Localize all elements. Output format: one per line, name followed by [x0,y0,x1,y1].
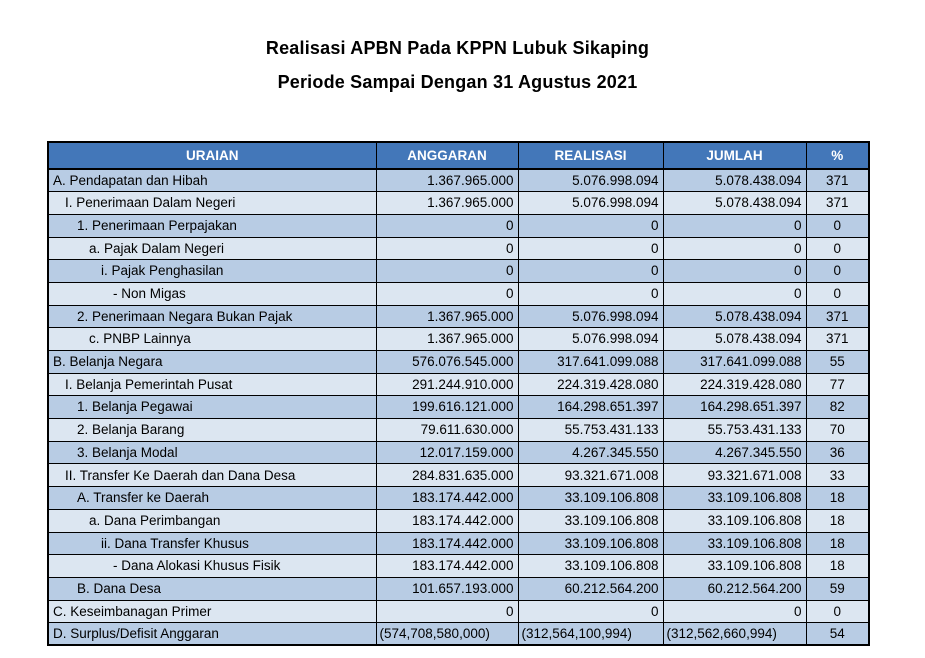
cell-anggaran: 0 [376,600,518,623]
cell-anggaran: 0 [376,237,518,260]
report-title-line1: Realisasi APBN Pada KPPN Lubuk Sikaping [265,38,650,58]
cell-percent: 33 [806,464,869,487]
table-row [48,623,869,646]
cell-anggaran: 0 [376,260,518,283]
cell-anggaran: 183.174.442.000 [376,509,518,532]
cell-uraian: C. Keseimbanagan Primer [48,600,376,623]
cell-uraian: D. Surplus/Defisit Anggaran [48,623,376,646]
cell-jumlah: 0 [663,260,806,283]
report-title-line2: Periode Sampai Dengan 31 Agustus 2021 [277,72,638,92]
table-row [48,487,869,510]
cell-realisasi: 4.267.345.550 [518,441,663,464]
cell-realisasi: 93.321.671.008 [518,464,663,487]
cell-uraian: I. Penerimaan Dalam Negeri [48,192,376,215]
cell-realisasi: 0 [518,282,663,305]
table-row [48,260,869,283]
cell-realisasi: 5.076.998.094 [518,328,663,351]
cell-percent: 0 [806,282,869,305]
table-row [48,328,869,351]
cell-jumlah: 33.109.106.808 [663,532,806,555]
cell-jumlah: 60.212.564.200 [663,577,806,600]
table-row [48,555,869,578]
cell-realisasi: 33.109.106.808 [518,532,663,555]
table-row [48,282,869,305]
cell-realisasi: (312,564,100,994) [518,623,663,646]
cell-jumlah: 5.078.438.094 [663,328,806,351]
cell-percent: 0 [806,237,869,260]
cell-anggaran: 183.174.442.000 [376,487,518,510]
cell-percent: 0 [806,600,869,623]
cell-percent: 82 [806,396,869,419]
table-row [48,373,869,396]
cell-realisasi: 55.753.431.133 [518,419,663,442]
cell-realisasi: 5.076.998.094 [518,169,663,192]
table-row [48,396,869,419]
column-header-realisasi: REALISASI [518,142,663,169]
cell-jumlah: 224.319.428.080 [663,373,806,396]
cell-realisasi: 164.298.651.397 [518,396,663,419]
cell-jumlah: 5.078.438.094 [663,169,806,192]
cell-jumlah: 33.109.106.808 [663,487,806,510]
cell-uraian: 2. Belanja Barang [48,419,376,442]
cell-percent: 18 [806,509,869,532]
report-table [47,141,870,646]
cell-anggaran: 101.657.193.000 [376,577,518,600]
cell-jumlah: 0 [663,237,806,260]
report-title [47,31,868,99]
cell-uraian: 1. Belanja Pegawai [48,396,376,419]
cell-percent: 371 [806,192,869,215]
cell-uraian: ii. Dana Transfer Khusus [48,532,376,555]
cell-realisasi: 0 [518,214,663,237]
cell-jumlah: 5.078.438.094 [663,192,806,215]
cell-anggaran: 0 [376,214,518,237]
cell-percent: 18 [806,555,869,578]
cell-percent: 59 [806,577,869,600]
cell-uraian: A. Transfer ke Daerah [48,487,376,510]
cell-jumlah: 4.267.345.550 [663,441,806,464]
cell-jumlah: 55.753.431.133 [663,419,806,442]
cell-uraian: i. Pajak Penghasilan [48,260,376,283]
table-header-row [48,142,869,169]
cell-uraian: a. Pajak Dalam Negeri [48,237,376,260]
cell-uraian: - Dana Alokasi Khusus Fisik [48,555,376,578]
table-row [48,532,869,555]
cell-anggaran: 0 [376,282,518,305]
cell-anggaran: 1.367.965.000 [376,305,518,328]
cell-uraian: c. PNBP Lainnya [48,328,376,351]
cell-anggaran: 291.244.910.000 [376,373,518,396]
cell-realisasi: 317.641.099.088 [518,351,663,374]
cell-realisasi: 0 [518,600,663,623]
cell-jumlah: 33.109.106.808 [663,555,806,578]
cell-anggaran: 183.174.442.000 [376,555,518,578]
cell-percent: 371 [806,305,869,328]
table-row [48,169,869,192]
cell-percent: 36 [806,441,869,464]
cell-percent: 55 [806,351,869,374]
cell-anggaran: 183.174.442.000 [376,532,518,555]
cell-jumlah: 33.109.106.808 [663,509,806,532]
cell-uraian: a. Dana Perimbangan [48,509,376,532]
cell-anggaran: 576.076.545.000 [376,351,518,374]
cell-uraian: - Non Migas [48,282,376,305]
cell-realisasi: 33.109.106.808 [518,555,663,578]
table-row [48,577,869,600]
column-header-uraian: URAIAN [48,142,376,169]
cell-anggaran: 199.616.121.000 [376,396,518,419]
cell-percent: 18 [806,532,869,555]
cell-percent: 54 [806,623,869,646]
cell-jumlah: 0 [663,600,806,623]
table-row [48,441,869,464]
cell-realisasi: 5.076.998.094 [518,305,663,328]
column-header-jumlah: JUMLAH [663,142,806,169]
cell-jumlah: 164.298.651.397 [663,396,806,419]
cell-jumlah: 317.641.099.088 [663,351,806,374]
cell-realisasi: 5.076.998.094 [518,192,663,215]
table-row [48,464,869,487]
table-row [48,600,869,623]
cell-uraian: II. Transfer Ke Daerah dan Dana Desa [48,464,376,487]
cell-realisasi: 0 [518,260,663,283]
cell-anggaran: 1.367.965.000 [376,169,518,192]
cell-realisasi: 0 [518,237,663,260]
table-row [48,351,869,374]
cell-jumlah: 0 [663,214,806,237]
table-row [48,305,869,328]
cell-uraian: B. Dana Desa [48,577,376,600]
table-row [48,419,869,442]
cell-percent: 371 [806,328,869,351]
cell-realisasi: 224.319.428.080 [518,373,663,396]
cell-anggaran: 79.611.630.000 [376,419,518,442]
cell-uraian: I. Belanja Pemerintah Pusat [48,373,376,396]
cell-uraian: 3. Belanja Modal [48,441,376,464]
cell-uraian: A. Pendapatan dan Hibah [48,169,376,192]
cell-percent: 70 [806,419,869,442]
cell-realisasi: 33.109.106.808 [518,509,663,532]
cell-percent: 0 [806,214,869,237]
table-row [48,237,869,260]
column-header-percent: % [806,142,869,169]
cell-jumlah: 0 [663,282,806,305]
cell-anggaran: 1.367.965.000 [376,192,518,215]
cell-percent: 371 [806,169,869,192]
cell-percent: 18 [806,487,869,510]
cell-jumlah: (312,562,660,994) [663,623,806,646]
cell-realisasi: 60.212.564.200 [518,577,663,600]
cell-anggaran: 12.017.159.000 [376,441,518,464]
cell-jumlah: 5.078.438.094 [663,305,806,328]
cell-anggaran: 284.831.635.000 [376,464,518,487]
cell-realisasi: 33.109.106.808 [518,487,663,510]
cell-uraian: 2. Penerimaan Negara Bukan Pajak [48,305,376,328]
cell-anggaran: (574,708,580,000) [376,623,518,646]
cell-jumlah: 93.321.671.008 [663,464,806,487]
cell-percent: 0 [806,260,869,283]
cell-uraian: 1. Penerimaan Perpajakan [48,214,376,237]
cell-anggaran: 1.367.965.000 [376,328,518,351]
table-row [48,214,869,237]
table-row [48,192,869,215]
cell-percent: 77 [806,373,869,396]
column-header-anggaran: ANGGARAN [376,142,518,169]
table-row [48,509,869,532]
cell-uraian: B. Belanja Negara [48,351,376,374]
